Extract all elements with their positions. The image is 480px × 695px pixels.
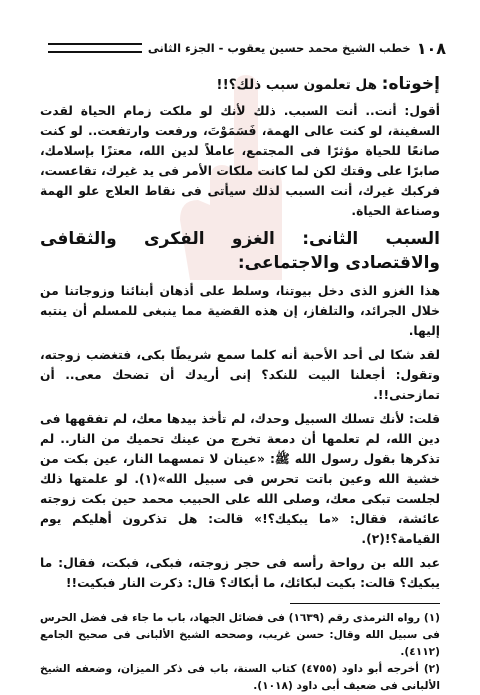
section-title: السبب الثانى: الغزو الفكرى والثقافى والاقتصادى والاجتماعى: <box>40 229 440 273</box>
page-body <box>40 66 440 695</box>
intro-lead: إخوتاه: <box>381 74 440 94</box>
page-header <box>48 38 446 58</box>
running-title: خطب الشيخ محمد حسين يعقوب - الجزء الثانى <box>147 41 411 55</box>
footnote-separator <box>290 603 440 604</box>
paragraph: عبد الله بن رواحة رأسه فى حجر زوجته، فبكى، فبكت، فقال: ما يبكيك؟ قالت: بكيت لبكائك، ما أبكاك؟ قال: ذكرت النار فبكيت!! <box>40 556 440 590</box>
paragraph: هذا الغزو الذى دخل بيوتنا، وسلط على أذهان أبنائنا وزوجاتنا من خلال الجرائد، والتلفاز، إن هذه القضية مما ينبغى للمسلم أن ينتبه إليها. <box>40 284 440 338</box>
footnote: (١) رواه الترمذى رقم (١٦٣٩) فى فضائل الجهاد، باب ما جاء فى فضل الحرس فى سبيل الله وقال: حسن غريب، وصححه الشيخ الألبانى فى صحيح الجامع (٤١١٢). <box>40 612 440 658</box>
intro-question: هل تعلمون سبب ذلك؟!! <box>216 77 377 93</box>
intro-line <box>40 72 440 97</box>
paragraph: لقد شكا لى أحد الأحبة أنه كلما سمع شريطًا بكى، فتغضب زوجته، وتقول: أجعلنا البيت للنكد؟ إنى أريدك أن تضحك معى.. أن تمازحنى!!. <box>40 348 440 402</box>
paragraph: أقول: أنت.. أنت السبب. ذلك لأنك لو ملكت زمام الحياة لقدت السفينة، لو كنت عالى الهمة، فَسَمَوْتَ، ورفعت وارتفعت.. لو كنت صانعًا للحياة مؤثرًا فى المجتمع، عاملاً لدين الله، معتزًا بإسلامك، صابرًا على وقتك لكن لما كانت ملكات الأمر فى يد غيرك، تقاعست، فركبك غيرك، أنت السبب لذلك سيأتى فى نقاط العلاج علو الهمة وصناعة الحياة. <box>40 104 440 218</box>
page-number: ١٠٨ <box>416 38 446 58</box>
paragraph: قلت: لأنك تسلك السبيل وحدك، لم تأخذ بيدها معك، لم تفقهها فى دين الله، لم تعلمها أن دمعة تخرج من عينك تحميك من النار.. لم تذكرها بقول رسول الله ﷺ: «عينان لا تمسهما النار، عين بكت من خشية الله وعين باتت تحرس فى سبيل الله»(١). لو علمتها ذلك لجلست تبكى معك، وصلى الله على الحبيب محمد حين بكت زوجته عائشة، فقال: «ما يبكيك؟!» قالت: هل تذكرون أهليكم يوم القيامة؟!(٢). <box>40 412 441 546</box>
footnote: (٢) أخرجه أبو داود (٤٧٥٥) كتاب السنة، باب فى ذكر الميزان، وضعفه الشيخ الألبانى فى ضعيف أبى داود (١٠١٨). <box>40 663 440 692</box>
header-rule <box>48 43 142 53</box>
